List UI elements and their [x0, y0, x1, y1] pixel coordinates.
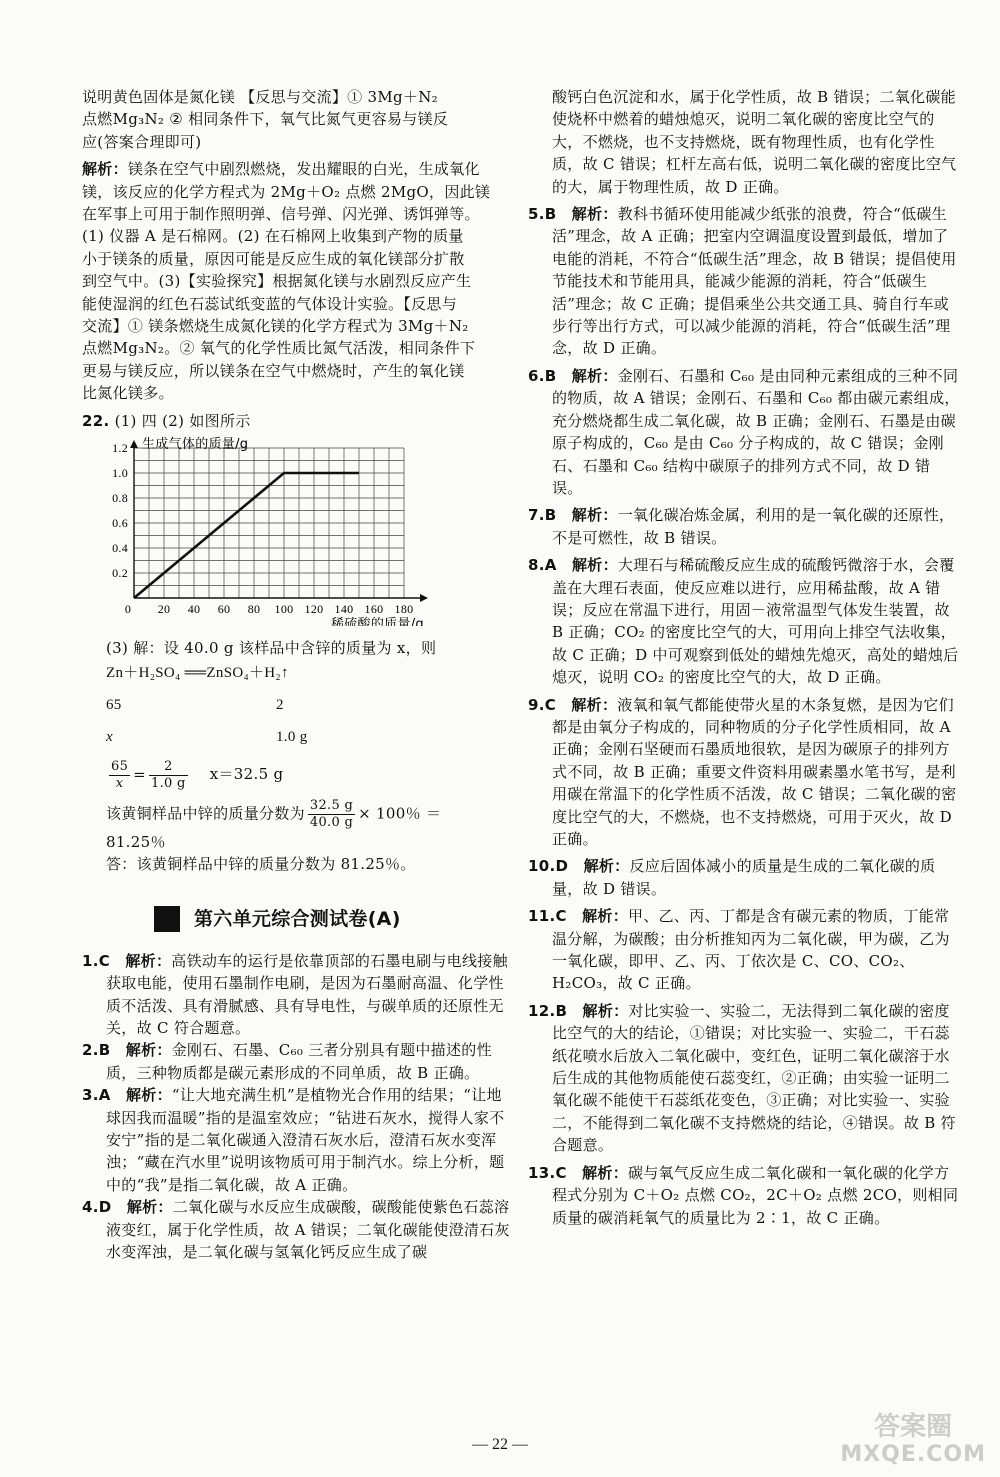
item-number: 5.: [528, 205, 545, 224]
x-tick-label: 180: [394, 602, 414, 617]
answer-item: [528, 365, 960, 499]
frac-num: 32.5 g: [309, 797, 354, 813]
x-tick-label: 120: [304, 602, 324, 617]
ratio-line: [82, 759, 516, 792]
item-answer: B: [544, 205, 557, 224]
item-number: 12.: [528, 1001, 556, 1020]
mass-fraction-tail: × 100％ ＝: [358, 804, 442, 823]
item-answer: C: [544, 695, 557, 714]
answer-item: [82, 1084, 516, 1196]
item-number: 1.: [82, 951, 99, 970]
answer-item: [82, 1196, 516, 1263]
fraction: [149, 759, 188, 792]
item-number: 11.: [528, 907, 556, 926]
section-title: 第六单元综合测试卷(A): [194, 907, 401, 930]
mass-result: 81.25％: [106, 832, 166, 851]
text-line: 点燃Mg₃N₂。② 氧气的化学性质比氮气活泼，相同条件下: [82, 339, 476, 358]
item-answer: D: [555, 857, 569, 876]
y-axis-arrow-icon: [130, 440, 138, 448]
y-tick-label: 1.2: [112, 441, 128, 456]
x-result: x＝32.5 g: [209, 765, 284, 784]
analysis-label: 解析：: [571, 205, 618, 224]
item-number: 3.: [82, 1086, 99, 1105]
text-line: 镁条在空气中剧烈燃烧，发出耀眼的白光，生成氧化: [127, 160, 480, 179]
text-line: 在军事上可用于制作照明弹、信号弹、闪光弹、诱饵弹等。: [82, 205, 480, 224]
frac-den: x: [115, 775, 124, 791]
right-column: [528, 86, 960, 1229]
item-text: 液氧和氧气都能使带火星的木条复燃，是因为它们都是由氧分子构成的，同种物质的分子化学性质相同，故 A 正确；金刚石坚硬而石墨质地很软，是因为碳原子的排列方式不同，故 B 正确；重要文件资料用碳素墨水笔书写，是利用碳在常温下的化学性质不活泼，故 C 错误；二氧化碳的密度比空气的大，不燃烧，也不支持燃烧，可用于灭火，故 D 正确。: [552, 695, 957, 848]
item-text: 甲、乙、丙、丁都是含有碳元素的物质，丁能常温分解，为碳酸；由分析推知丙为二氧化碳，甲为碳，乙为一氧化碳，即甲、乙、丙、丁依次是 C、CO、CO₂、H₂CO₃，故 C 正确。: [552, 907, 950, 993]
item-answer: A: [544, 556, 557, 575]
item-answer: B: [555, 1001, 568, 1020]
eq-value: 1.0 g: [276, 728, 308, 745]
equals: =: [133, 765, 147, 784]
analysis-label: 解析：: [582, 1001, 629, 1020]
item-answer: B: [98, 1041, 111, 1060]
analysis-label: 解析：: [583, 857, 630, 876]
text-line: 能使湿润的红色石蕊试纸变蓝的气体设计实验。【反思与: [82, 294, 458, 313]
item-text: 一氧化碳冶炼金属，利用的是一氧化碳的还原性，不是可燃性，故 B 错误。: [552, 506, 955, 547]
mass-fraction-line: [82, 798, 516, 831]
item-text: 碳与氧气反应生成二氧化碳和一氧化碳的化学方程式分别为 C＋O₂ 点燃 CO₂，2C＋O₂ 点燃 2CO，则相同质量的碳消耗氧气的质量比为 2∶1，故 C 正确。: [552, 1163, 959, 1227]
square-bullet-icon: [154, 906, 180, 932]
y-tick-label: 0.8: [112, 491, 128, 506]
eq-coef: 2: [276, 696, 284, 713]
chemical-equation: Zn＋H₂SO₄ ══ZnSO₄＋H₂↑: [106, 664, 289, 681]
text-line: 说明黄色固体是氮化镁 【反思与交流】① 3Mg＋N₂: [82, 88, 438, 106]
item-number: 13.: [528, 1163, 556, 1182]
q22-3-intro: (3) 解：设 40.0 g 该样品中含锌的质量为 x，则: [106, 638, 437, 657]
text-line: 交流】① 镁条燃烧生成氮化镁的化学方程式为 3Mg＋N₂: [82, 317, 469, 336]
item-number: 10.: [528, 857, 556, 876]
q22-heading: [82, 410, 516, 432]
item-number: 8.: [528, 556, 545, 575]
frac-num: 2: [149, 759, 188, 776]
analysis-label: 解析：: [125, 1086, 172, 1105]
y-tick-label: 0.4: [112, 541, 128, 556]
section-header: [154, 906, 516, 932]
item-answer: C: [555, 907, 567, 926]
text-line: 点燃Mg₃N₂ ② 相同条件下，氧气比氮气更容易与镁反: [82, 110, 449, 129]
answer-line: 答：该黄铜样品中锌的质量分数为 81.25％。: [106, 855, 416, 874]
watermark-url: MXQE.COM: [840, 1442, 986, 1467]
analysis-label: 解析：: [571, 366, 618, 385]
x-axis-arrow-icon: [420, 594, 428, 602]
item-text: 二氧化碳与水反应生成碳酸，碳酸能使紫色石蕊溶液变红，属于化学性质，故 A 错误；二氧化碳能使澄清石灰水变浑浊，是二氧化碳与氢氧化钙反应生成了碳: [106, 1198, 510, 1261]
answer-item: [528, 1162, 960, 1229]
item-number: 7.: [528, 506, 545, 525]
answer-item: [528, 694, 960, 851]
item-number: 4.: [82, 1198, 99, 1217]
frac-den: 40.0 g: [309, 814, 354, 830]
item-answer: B: [544, 366, 557, 385]
item-answer: D: [98, 1198, 112, 1217]
x-tick-label: 0: [124, 602, 132, 617]
item-answer: B: [544, 506, 557, 525]
answer-item: [528, 554, 960, 688]
frac-den: 1.0 g: [151, 775, 186, 791]
item-text: 对比实验一、实验二，无法得到二氧化碳的密度比空气的大的结论，①错误；对比实验一、实验二，干石蕊纸花喷水后放入二氧化碳中，变红色，证明二氧化碳溶于水后生成的其他物质能使石蕊变红，②正确；由实验一证明二氧化碳不能使干石蕊纸花变色，③正确；对比实验一、实验二，不能得到二氧化碳不支持燃烧的结论，④错误。故 B 符合题意。: [552, 1001, 956, 1155]
y-tick-label: 0.6: [112, 516, 128, 531]
fraction: [308, 798, 355, 831]
item-text: “让大地充满生机”是植物光合作用的结果；“让地球因我而温暖”指的是温室效应；“钻进石灰水，搅得人家不安宁”指的是二氧化碳通入澄清石灰水后，澄清石灰水变浑浊；“藏在汽水里”说明该物质可用于制汽水。综上分析，题中的“我”是指二氧化碳，故 A 正确。: [106, 1086, 505, 1194]
mass-chart-svg: [106, 436, 436, 626]
eq-coef: 65: [106, 696, 122, 713]
item-number: 22.: [82, 411, 110, 430]
frac-num: 65: [111, 758, 129, 774]
analysis-label: 解析：: [571, 695, 618, 714]
answer-item: [528, 1000, 960, 1157]
item-number: 9.: [528, 695, 545, 714]
analysis-label: 解析：: [125, 1041, 172, 1060]
analysis-label: 解析：: [582, 1163, 629, 1182]
text-line: 比氮化镁多。: [82, 384, 174, 403]
x-tick-label: 160: [364, 602, 384, 617]
x-axis-label: 稀硫酸的质量/g: [330, 617, 424, 627]
answer-item: [528, 203, 960, 360]
item-text: 金刚石、石墨、C₆₀ 三者分别具有题中描述的性质，三种物质都是碳元素形成的不同单质，故 B 正确。: [106, 1041, 492, 1082]
page-number: — 22 —: [472, 1436, 528, 1453]
item-text: 金刚石、石墨和 C₆₀ 是由同种元素组成的三种不同的物质，故 A 错误；金刚石、石墨和 C₆₀ 都由碳元素组成，充分燃烧都生成二氧化碳，故 B 正确；金刚石、石墨是由碳原子构成的，C₆₀ 是由 C₆₀ 分子构成的，故 C 错误；金刚石、石墨和 C₆₀ 结构中碳原子的排列方式不同，故 D 错误。: [552, 366, 960, 497]
x-tick-label: 100: [274, 602, 294, 617]
item-number: 2.: [82, 1041, 99, 1060]
equation-table: [82, 659, 308, 755]
text-line: 镁，该反应的化学方程式为 2Mg＋O₂ 点燃 2MgO，因此镁: [82, 182, 491, 201]
answer-item: [82, 1039, 516, 1084]
x-tick-label: 80: [247, 602, 261, 617]
continued-text: 酸钙白色沉淀和水，属于化学性质，故 B 错误；二氧化碳能使烧杯中燃着的蜡烛熄灭，说明二氧化碳的密度比空气的大，不燃烧，也不支持燃烧，既有物理性质，也有化学性质，故 C 错误；杠杆左高右低，说明二氧化碳的密度比空气的大，属于物理性质，故 D 正确。: [552, 88, 957, 196]
answer-item: [528, 504, 960, 549]
left-column: [82, 86, 516, 1263]
y-axis-label: 生成气体的质量/g: [142, 437, 249, 453]
q22-text: (1) 四 (2) 如图所示: [114, 411, 251, 430]
fraction: [109, 759, 130, 792]
item-answer: A: [98, 1086, 111, 1105]
analysis-label: 解析：: [582, 907, 629, 926]
x-tick-label: 40: [187, 602, 201, 617]
mass-fraction-text: 该黄铜样品中锌的质量分数为: [106, 804, 305, 823]
analysis-label: 解析：: [125, 951, 172, 970]
chart: [106, 436, 516, 632]
answer-item: [528, 855, 960, 900]
analysis-label: 解析：: [571, 556, 618, 575]
eq-var: x: [106, 728, 113, 745]
text-line: (1) 仪器 A 是石棉网。(2) 在石棉网上收集到产物的质量: [82, 227, 464, 246]
answer-item: [528, 905, 960, 995]
analysis-label: 解析：: [126, 1198, 173, 1217]
analysis-paragraph: [82, 158, 516, 180]
watermark-text: 答案圈: [874, 1412, 953, 1442]
item-text: 大理石与稀硫酸反应生成的硫酸钙微溶于水，会覆盖在大理石表面，使反应难以进行，应用稀盐酸，故 A 错误；反应在常温下进行，用固－液常温型气体发生装置，故 B 正确；CO₂ 的密度比空气的大，可用向上排空气法收集，故 C 正确；D 中可观察到低处的蜡烛先熄灭，高处的蜡烛后熄灭，说明 CO₂ 的密度比空气的大，故 D 正确。: [552, 556, 959, 687]
text-line: 更易与镁反应，所以镁条在空气中燃烧时，产生的氧化镁: [82, 361, 465, 380]
item-text: 高铁动车的运行是依靠顶部的石墨电刷与电线接触获取电能，使用石墨制作电刷，是因为石墨耐高温、化学性质不活泼、具有滑腻感、具有导电性，与碳单质的还原性无关，故 C 符合题意。: [106, 951, 508, 1037]
item-text: 反应后固体减小的质量是生成的二氧化碳的质量，故 D 错误。: [552, 857, 936, 898]
x-tick-label: 60: [217, 602, 231, 617]
answer-item: [82, 950, 516, 1040]
item-text: 教科书循环使用能减少纸张的浪费，符合“低碳生活”理念，故 A 正确；把室内空调温度设置到最低，增加了电能的消耗，不符合“低碳生活”理念，故 B 错误；提倡使用节能技术和节能用具，能减少能源的消耗，符合“低碳生活”理念；故 C 正确；提倡乘坐公共交通工具、骑自行车或步行等出行方式，可以减少能源的消耗，符合“低碳生活”理念，故 D 正确。: [552, 205, 957, 358]
item-number: 6.: [528, 366, 545, 385]
y-tick-label: 1.0: [112, 466, 128, 481]
analysis-label: 解析：: [82, 160, 128, 179]
text-line: 小于镁条的质量，原因可能是反应生成的氧化镁部分扩散: [82, 249, 465, 268]
x-tick-label: 20: [157, 602, 171, 617]
item-answer: C: [555, 1163, 567, 1182]
item-answer: C: [98, 951, 111, 970]
y-tick-label: 0.2: [112, 566, 128, 581]
analysis-label: 解析：: [571, 506, 618, 525]
watermark: [840, 1413, 986, 1469]
text-line: 到空气中。(3)【实验探究】根据氮化镁与水剧烈反应产生: [82, 272, 472, 291]
x-tick-label: 140: [334, 602, 354, 617]
text-line: 应(答案合理即可): [82, 132, 202, 151]
